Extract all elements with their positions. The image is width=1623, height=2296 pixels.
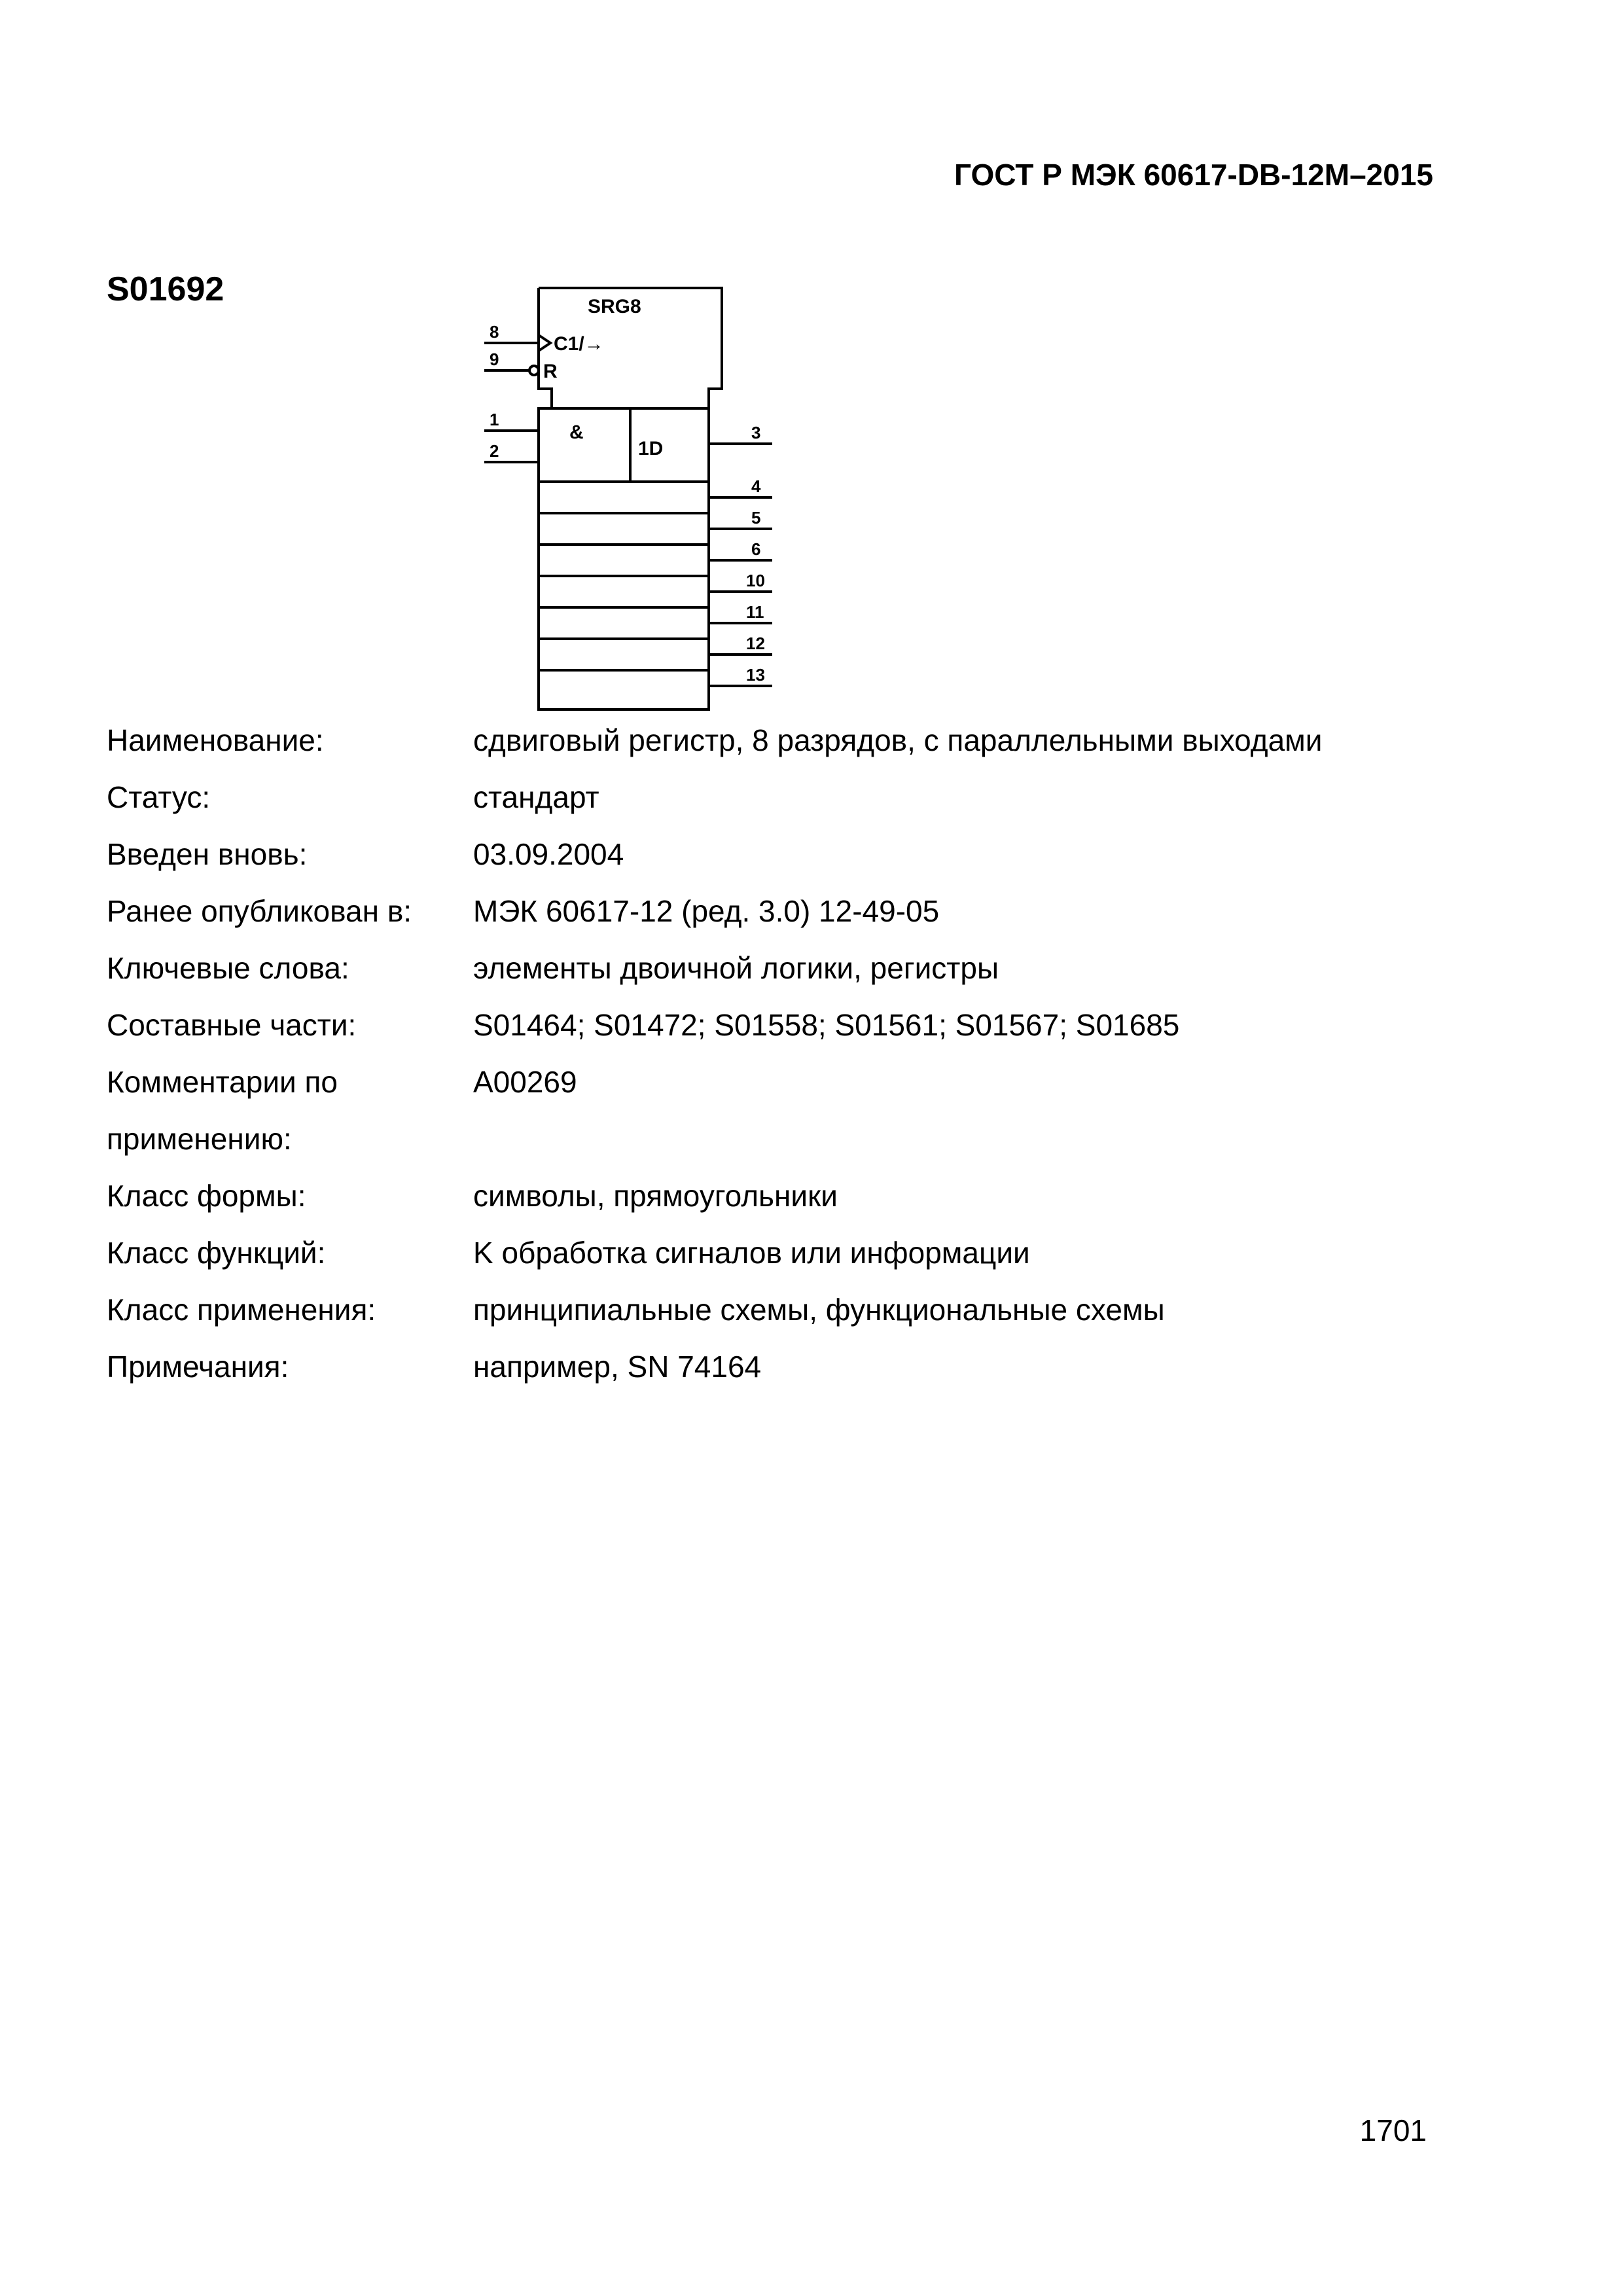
pin-label: 13 — [746, 665, 765, 685]
pin-label: 12 — [746, 634, 765, 653]
field-label: Класс применения: — [107, 1293, 376, 1327]
pin-label: 8 — [490, 322, 499, 342]
pin-label: 5 — [751, 508, 761, 528]
field-label: Ранее опубликован в: — [107, 894, 412, 928]
entry-code: S01692 — [107, 270, 224, 308]
clock-dynamic-indicator — [539, 335, 550, 351]
reset-label: R — [543, 361, 558, 382]
properties-list — [107, 712, 1481, 1395]
field-label: Класс формы: — [107, 1179, 306, 1213]
field-status — [107, 769, 1481, 826]
field-label: Класс функций: — [107, 1236, 326, 1270]
page-number: 1701 — [1359, 2113, 1427, 2147]
field-label: Ключевые слова: — [107, 951, 349, 985]
shift-register-symbol — [471, 275, 785, 720]
field-label: Примечания: — [107, 1350, 289, 1384]
pin-label: 3 — [751, 423, 761, 442]
field-value: принципиальные схемы, функциональные схемы — [473, 1293, 1165, 1327]
field-label: Составные части: — [107, 1008, 357, 1042]
pin-label: 1 — [490, 410, 499, 429]
field-value: 03.09.2004 — [473, 837, 624, 871]
field-value: A00269 — [473, 1065, 577, 1099]
field-notes — [107, 1338, 1481, 1395]
register-title: SRG8 — [588, 296, 641, 317]
data-label: 1D — [638, 438, 664, 459]
field-label: применению: — [107, 1122, 292, 1156]
field-application-notes — [107, 1054, 1481, 1111]
register-body — [539, 408, 709, 709]
pin-label: 11 — [746, 602, 764, 622]
field-value: S01464; S01472; S01558; S01561; S01567; S01685 — [473, 1008, 1180, 1042]
field-value — [473, 1111, 1481, 1168]
field-components — [107, 997, 1481, 1054]
standard-header: ГОСТ Р МЭК 60617-DB-12М–2015 — [954, 158, 1433, 192]
field-application-notes-cont — [107, 1111, 1481, 1168]
field-label: Наименование: — [107, 723, 324, 757]
field-name — [107, 712, 1481, 769]
reset-negation-circle — [529, 366, 539, 375]
field-label: Введен вновь: — [107, 837, 308, 871]
field-value: элементы двоичной логики, регистры — [473, 951, 999, 985]
pin-label: 4 — [751, 476, 761, 496]
and-label: & — [569, 422, 584, 443]
field-value: МЭК 60617-12 (ред. 3.0) 12-49-05 — [473, 894, 940, 928]
field-value: сдвиговый регистр, 8 разрядов, с параллельными выходами — [473, 723, 1323, 757]
field-shape-class — [107, 1168, 1481, 1225]
field-keywords — [107, 940, 1481, 997]
field-label: Статус: — [107, 780, 211, 814]
symbol-drawing — [471, 275, 785, 720]
field-application-class — [107, 1282, 1481, 1338]
pin-label: 2 — [490, 441, 499, 461]
field-function-class — [107, 1225, 1481, 1282]
field-label: Комментарии по — [107, 1065, 338, 1099]
field-value: например, SN 74164 — [473, 1350, 762, 1384]
pin-label: 10 — [746, 571, 765, 590]
field-introduced — [107, 826, 1481, 883]
clock-label: C1/→ — [554, 333, 604, 355]
field-value: стандарт — [473, 780, 599, 814]
field-previously-published — [107, 883, 1481, 940]
pin-label: 6 — [751, 539, 761, 559]
field-value: символы, прямоугольники — [473, 1179, 838, 1213]
field-value: K обработка сигналов или информации — [473, 1236, 1030, 1270]
pin-label: 9 — [490, 350, 499, 369]
